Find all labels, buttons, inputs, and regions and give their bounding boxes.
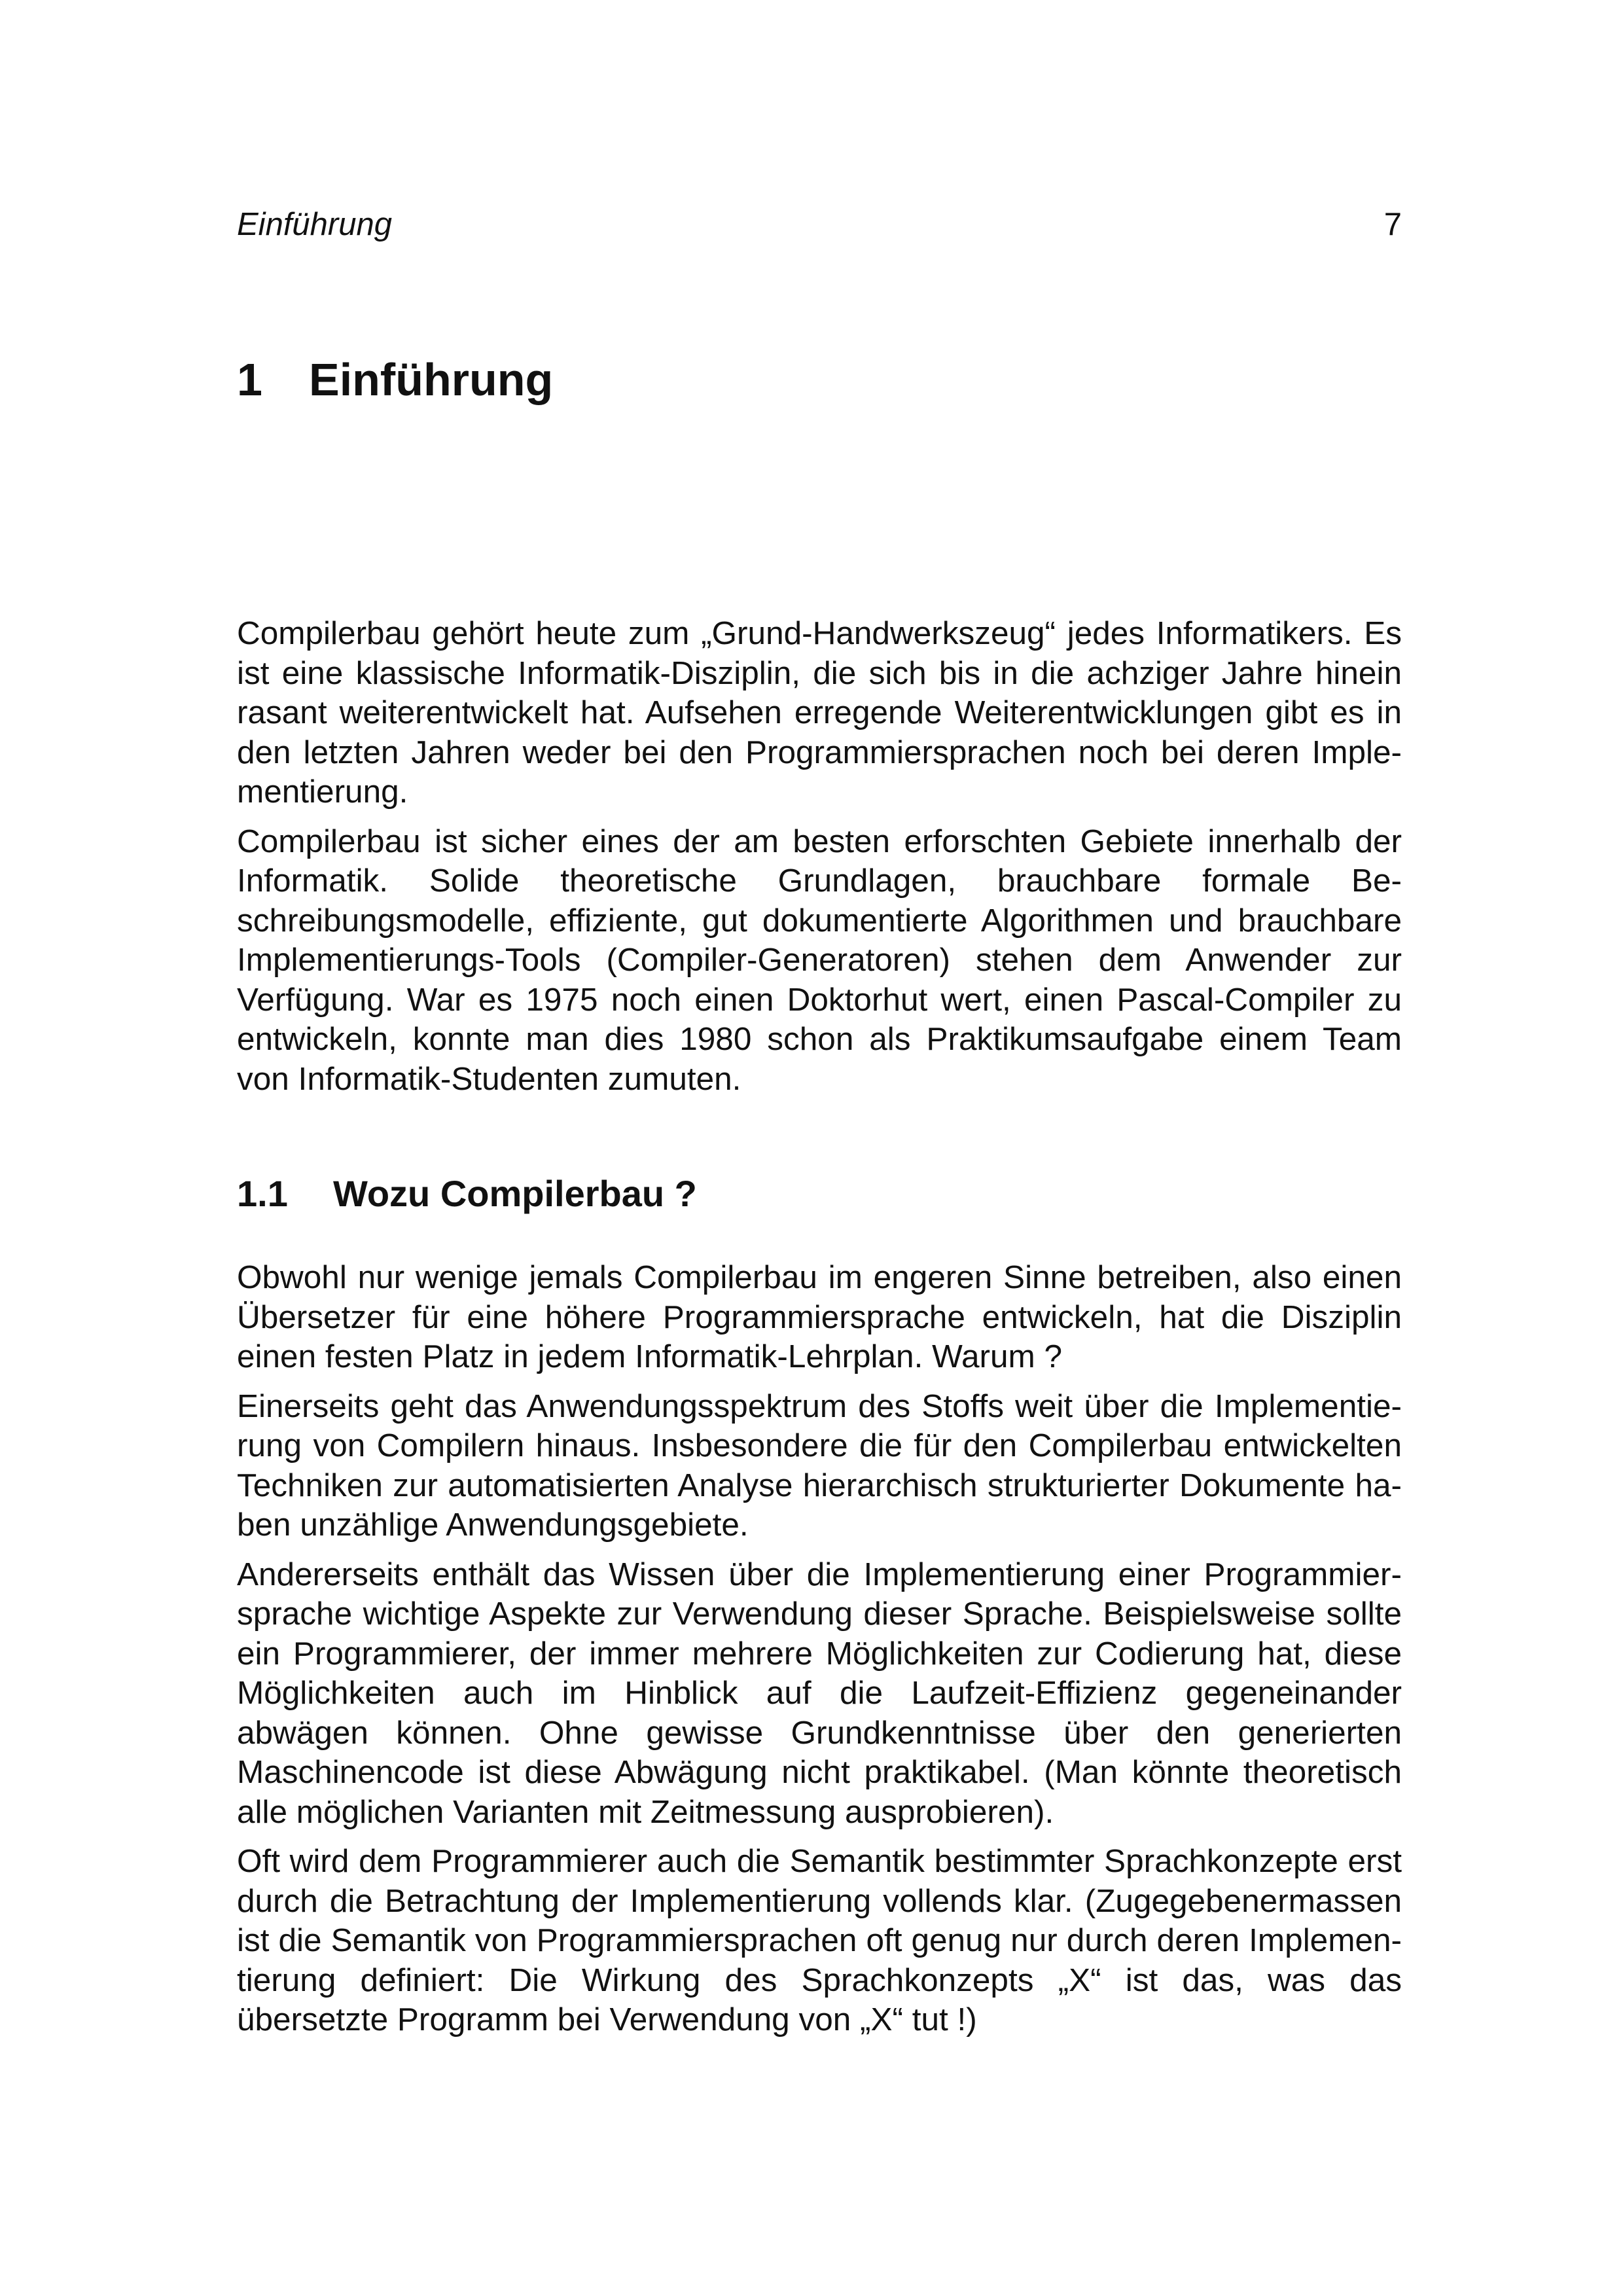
paragraph: Oft wird dem Programmierer auch die Semantik bestimmter Sprachkonzepte erst durch die Betrachtung der Implementierung vollends klar. (Zugegebenermassen ist die Semantik von Programmiersprachen oft genug nur durch deren Implementierung definiert: Die Wirkung des Sprachkonzepts „X“ ist das, was das übersetzte Programm bei Verwendung von „X“ tut !)	[237, 1843, 1402, 2037]
page-number: 7	[1383, 207, 1402, 242]
chapter-title: Einführung	[309, 354, 554, 405]
paragraph: Compilerbau gehört heute zum „Grund-Handwerkszeug“ jedes Informatikers. Es ist eine klassische Informatik-Disziplin, die sich bis in die achziger Jahre hinein rasant weiterentwickelt hat. Aufsehen erregende Weiterentwicklungen gibt es in den letzten Jahren weder bei den Programmiersprachen noch bei deren Implementierung.	[237, 615, 1402, 810]
section-title: Wozu Compilerbau ?	[333, 1173, 697, 1214]
paragraph: Andererseits enthält das Wissen über die Implementierung einer Programmiersprache wichtige Aspekte zur Verwendung dieser Sprache. Beispielsweise sollte ein Programmierer, der immer mehrere Möglichkeiten zur Codierung hat, diese Möglichkeiten auch im Hinblick auf die Laufzeit-Effizienz gegeneinander abwägen können. Ohne gewisse Grundkenntnisse über den generierten Maschinencode ist diese Abwägung nicht praktikabel. (Man könnte theoretisch alle möglichen Varianten mit Zeitmessung ausprobieren).	[237, 1556, 1402, 1830]
section-heading	[237, 1170, 697, 1217]
chapter-number: 1	[237, 354, 262, 405]
running-header	[237, 204, 1402, 245]
paragraph: Einerseits geht das Anwendungsspektrum des Stoffs weit über die Implementierung von Compilern hinaus. Insbesondere die für den Compilerbau entwickelten Techniken zur automatisierten Analyse hierarchisch strukturierter Dokumente haben unzählige Anwendungsgebiete.	[237, 1388, 1402, 1543]
running-title: Einführung	[237, 207, 393, 242]
paragraph: Compilerbau ist sicher eines der am besten erforschten Gebiete innerhalb der Informatik. Solide theoretische Grundlagen, brauchbare formale Beschreibungsmodelle, effiziente, gut dokumentierte Algorithmen und brauchbare Implementierungs-Tools (Compiler-Generatoren) stehen dem Anwender zur Verfügung. War es 1975 noch einen Doktorhut wert, einen Pascal-Compiler zu entwickeln, konnte man dies 1980 schon als Praktikumsaufgabe einem Team von Informatik-Studenten zumuten.	[237, 823, 1402, 1097]
section-number: 1.1	[237, 1173, 288, 1214]
chapter-heading	[237, 350, 553, 409]
intro-text	[237, 614, 1402, 1099]
paragraph: Obwohl nur wenige jemals Compilerbau im engeren Sinne betreiben, also einen Übersetzer für eine höhere Programmiersprache entwickeln, hat die Disziplin einen festen Platz in jedem Informatik-Lehrplan. Warum ?	[237, 1259, 1402, 1374]
section-text	[237, 1258, 1402, 2040]
